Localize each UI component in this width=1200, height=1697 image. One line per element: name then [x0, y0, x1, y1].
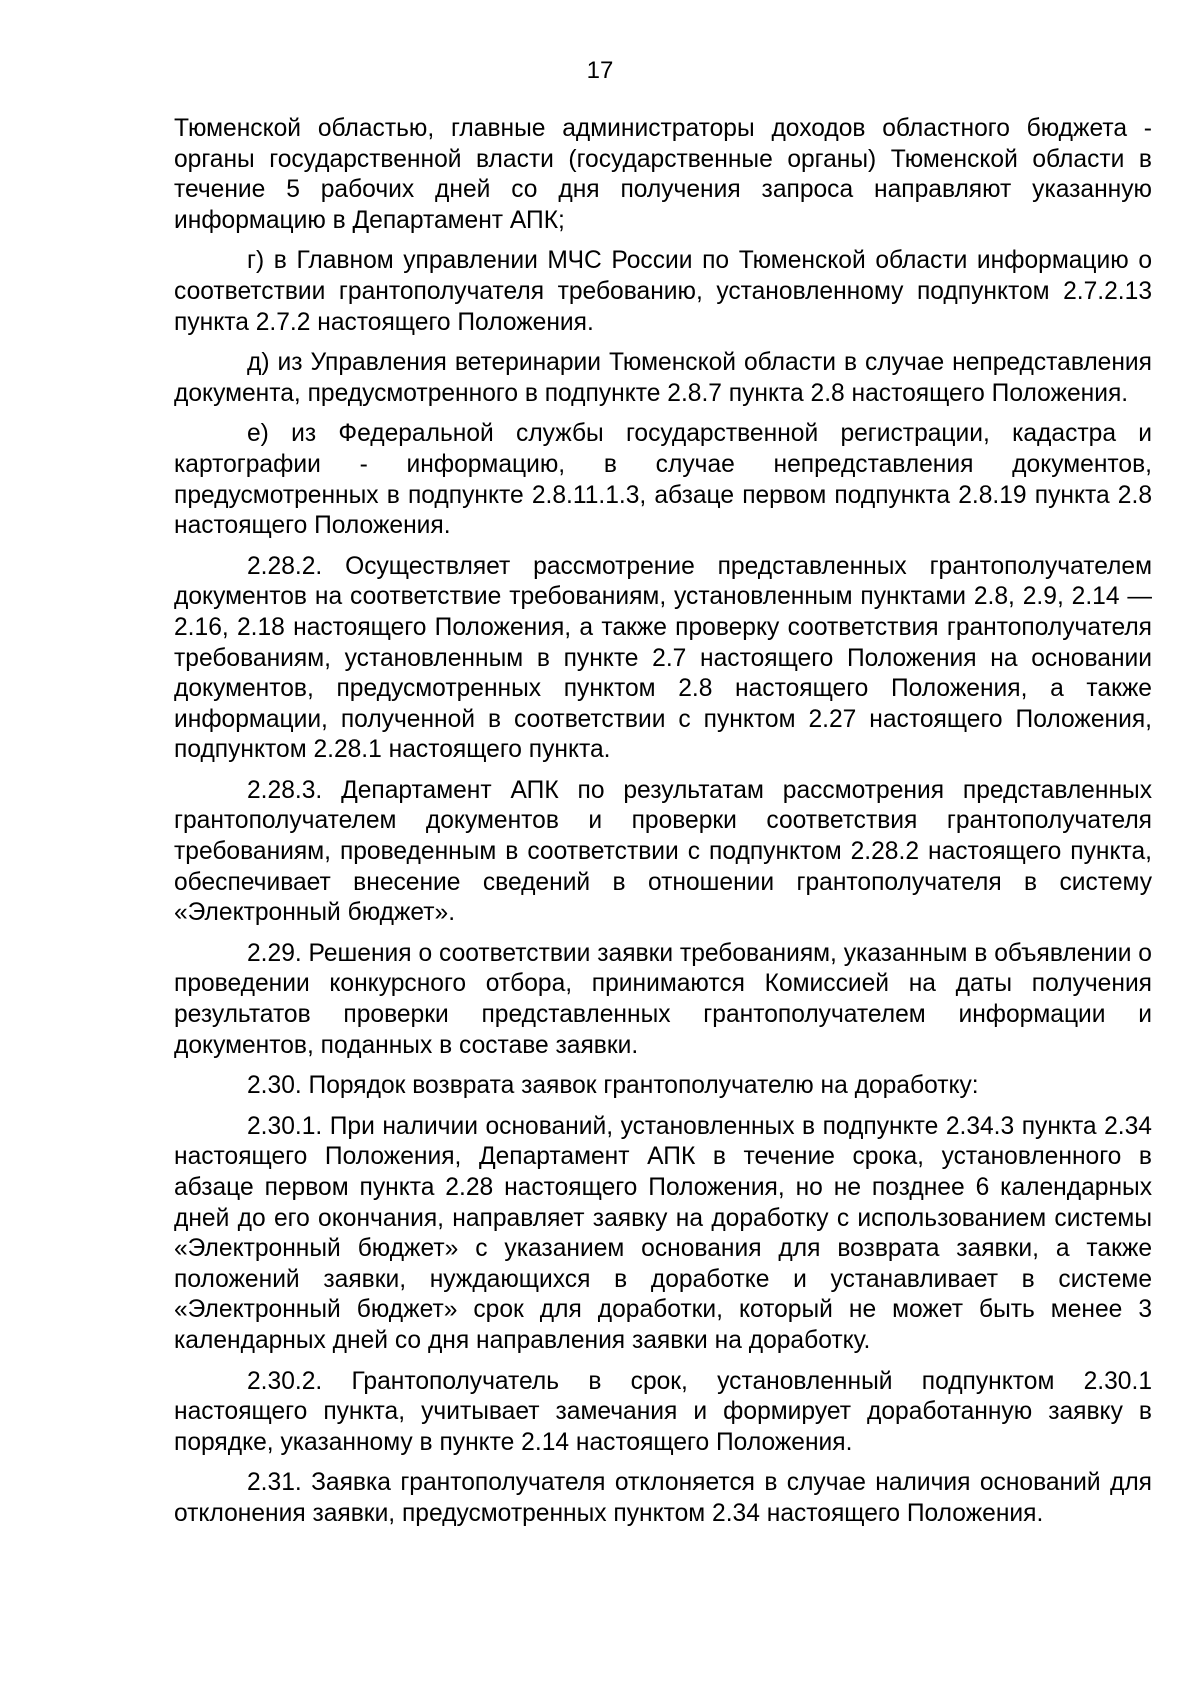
paragraph-2-30-1: 2.30.1. При наличии оснований, установленных в подпункте 2.34.3 пункта 2.34 настоящего Положения, Департамент АПК в течение срока, установленного в абзаце первом пункта 2.28 настоящего Положения, но не позднее 6 календарных дней до его окончания, направляет заявку на доработку с использованием системы «Электронный бюджет» с указанием основания для возврата заявки, а также положений заявки, нуждающихся в доработке и устанавливает в системе «Электронный бюджет» срок для доработки, который не может быть менее 3 календарных дней со дня направления заявки на доработку. — [174, 1112, 1152, 1354]
document-body — [174, 114, 1152, 1540]
paragraph-item-g: г) в Главном управлении МЧС России по Тюменской области информацию о соответствии грантополучателя требованию, установленному подпунктом 2.7.2.13 пункта 2.7.2 настоящего Положения. — [174, 247, 1152, 336]
paragraph-2-30: 2.30. Порядок возврата заявок грантополучателю на доработку: — [247, 1072, 979, 1100]
paragraph-2-30-2: 2.30.2. Грантополучатель в срок, установленный подпунктом 2.30.1 настоящего пункта, учитывает замечания и формирует доработанную заявку в порядке, указанному в пункте 2.14 настоящего Положения. — [174, 1367, 1152, 1456]
paragraph-item-d: д) из Управления ветеринарии Тюменской области в случае непредставления документа, предусмотренного в подпункте 2.8.7 пункта 2.8 настоящего Положения. — [174, 349, 1152, 407]
paragraph-continuation: Тюменской областью, главные администраторы доходов областного бюджета - органы государственной власти (государственные органы) Тюменской области в течение 5 рабочих дней со дня получения запроса направляют указанную информацию в Департамент АПК; — [174, 115, 1152, 234]
page-number: 17 — [586, 57, 614, 84]
paragraph-2-28-2: 2.28.2. Осуществляет рассмотрение представленных грантополучателем документов на соответствие требованиям, установленным пунктами 2.8, 2.9, 2.14 — 2.16, 2.18 настоящего Положения, а также проверку соответствия грантополучателя требованиям, установленным в пункте 2.7 настоящего Положения на основании документов, предусмотренных пунктом 2.8 настоящего Положения, а также информации, полученной в соответствии с пунктом 2.27 настоящего Положения, подпунктом 2.28.1 настоящего пункта. — [174, 552, 1152, 764]
paragraph-2-28-3: 2.28.3. Департамент АПК по результатам рассмотрения представленных грантополучателем документов и проверки соответствия грантополучателя требованиям, проведенным в соответствии с подпунктом 2.28.2 настоящего пункта, обеспечивает внесение сведений в отношении грантополучателя в систему «Электронный бюджет». — [174, 776, 1152, 927]
paragraph-item-e: е) из Федеральной службы государственной регистрации, кадастра и картографии - информацию, в случае непредставления документов, предусмотренных в подпункте 2.8.11.1.3, абзаце первом подпункта 2.8.19 пункта 2.8 настоящего Положения. — [174, 420, 1152, 540]
paragraph-2-31: 2.31. Заявка грантополучателя отклоняется в случае наличия оснований для отклонения заявки, предусмотренных пунктом 2.34 настоящего Положения. — [174, 1469, 1152, 1527]
paragraph-2-29: 2.29. Решения о соответствии заявки требованиям, указанным в объявлении о проведении конкурсного отбора, принимаются Комиссией на даты получения результатов проверки представленных грантополучателем информации и документов, поданных в составе заявки. — [174, 939, 1152, 1059]
